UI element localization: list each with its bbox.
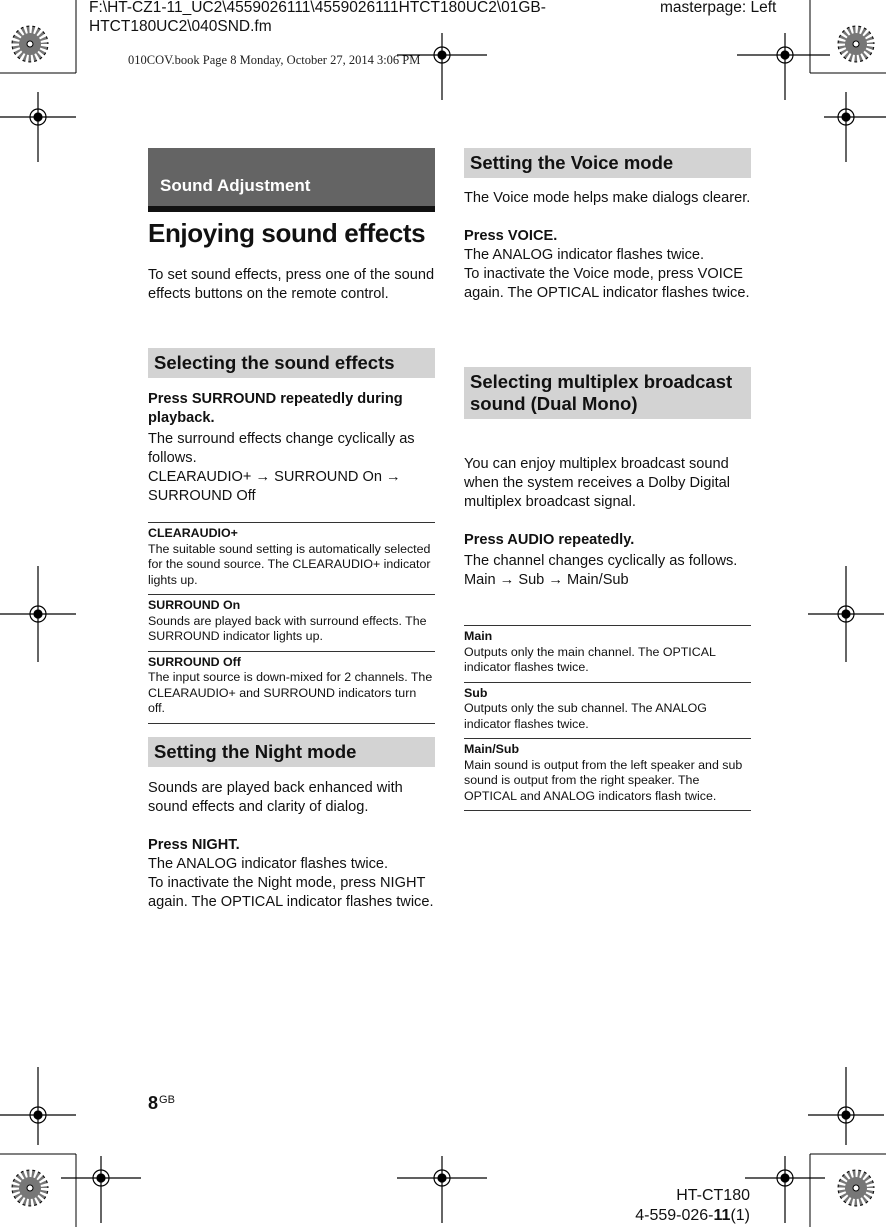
list-item xyxy=(464,626,751,683)
heading-night-mode: Setting the Night mode xyxy=(148,737,435,767)
term-main: Main xyxy=(464,629,493,643)
page-title: Enjoying sound effects xyxy=(148,218,426,248)
voice-mode-body: The Voice mode helps make dialogs clearer. xyxy=(464,190,751,206)
model-info xyxy=(635,1186,750,1226)
part-bold: 11 xyxy=(713,1207,731,1224)
sound-effects-body: The surround effects change cyclically as follows. xyxy=(148,431,415,466)
instruction-audio: Press AUDIO repeatedly. xyxy=(464,532,635,548)
model-name: HT-CT180 xyxy=(676,1187,750,1204)
multiplex-body2: The channel changes cyclically as follows. xyxy=(464,553,738,569)
instruction-night: Press NIGHT. xyxy=(148,837,240,853)
term-sub: Sub xyxy=(464,685,488,700)
part-number xyxy=(635,1206,750,1226)
list-item xyxy=(464,739,751,811)
heading-sound-effects: Selecting the sound effects xyxy=(148,348,435,378)
sound-effects-cycle: CLEARAUDIO+ → SURROUND On → SURROUND Off xyxy=(148,469,401,504)
page-suffix: GB xyxy=(159,1094,175,1106)
desc-main-sub: Main sound is output from the left speaker and sub sound is output from the right speaker. The OPTICAL and ANALOG indicators flash twice. xyxy=(464,757,743,803)
list-item xyxy=(148,652,435,724)
instruction-voice: Press VOICE. xyxy=(464,228,558,244)
night-mode-result: The ANALOG indicator flashes twice. xyxy=(148,856,389,872)
file-path-header: F:\HT-CZ1-11_UC2\4559026111\4559026111HTCT180UC2\01GB-HTCT180UC2\040SND.fm xyxy=(89,0,546,35)
intro-text: To set sound effects, press one of the sound effects buttons on the remote control. xyxy=(148,267,435,302)
desc-surround-off: The input source is down-mixed for 2 channels. The CLEARAUDIO+ and SURROUND indicators turn off. xyxy=(148,670,433,715)
list-item xyxy=(148,523,435,595)
book-info-line: 010COV.book Page 8 Monday, October 27, 2014 3:06 PM xyxy=(128,53,421,67)
multiplex-list xyxy=(464,625,751,811)
night-mode-inactivate: To inactivate the Night mode, press NIGHT again. The OPTICAL indicator flashes twice. xyxy=(148,875,434,910)
desc-sub: Outputs only the sub channel. The ANALOG indicator flashes twice. xyxy=(464,701,707,731)
page-number xyxy=(148,1093,175,1114)
page-number-value: 8 xyxy=(148,1093,159,1113)
part-prefix: 4-559-026- xyxy=(635,1207,714,1224)
instruction-surround: Press SURROUND repeatedly during playback. xyxy=(148,391,403,426)
term-surround-on: SURROUND On xyxy=(148,598,241,612)
part-suffix: (1) xyxy=(730,1207,750,1224)
section-tab-sound-adjustment: Sound Adjustment xyxy=(148,148,435,206)
term-main-sub: Main/Sub xyxy=(464,742,520,756)
list-item xyxy=(464,683,751,740)
heading-voice-mode: Setting the Voice mode xyxy=(464,148,751,178)
heading-multiplex: Selecting multiplex broadcast sound (Dual Mono) xyxy=(464,367,751,419)
list-item xyxy=(148,595,435,652)
section-rule xyxy=(148,206,435,212)
multiplex-cycle: Main → Sub → Main/Sub xyxy=(464,572,629,588)
voice-mode-result: The ANALOG indicator flashes twice. xyxy=(464,247,705,263)
desc-surround-on: Sounds are played back with surround effects. The SURROUND indicator lights up. xyxy=(148,613,427,643)
voice-mode-inactivate: To inactivate the Voice mode, press VOICE again. The OPTICAL indicator flashes twice. xyxy=(464,266,750,301)
desc-clearaudio: The suitable sound setting is automatically selected for the sound source. The CLEARAUDIO+ indicator lights up. xyxy=(148,541,431,587)
sound-effects-list xyxy=(148,522,435,724)
term-clearaudio: CLEARAUDIO+ xyxy=(148,526,238,540)
registration-marks xyxy=(0,33,886,1223)
term-surround-off: SURROUND Off xyxy=(148,654,241,669)
desc-main: Outputs only the main channel. The OPTICAL indicator flashes twice. xyxy=(464,644,716,674)
night-mode-body: Sounds are played back enhanced with sound effects and clarity of dialog. xyxy=(148,780,403,815)
multiplex-body: You can enjoy multiplex broadcast sound when the system receives a Dolby Digital multiplex broadcast signal. xyxy=(464,456,731,510)
masterpage-label: masterpage: Left xyxy=(660,0,777,16)
